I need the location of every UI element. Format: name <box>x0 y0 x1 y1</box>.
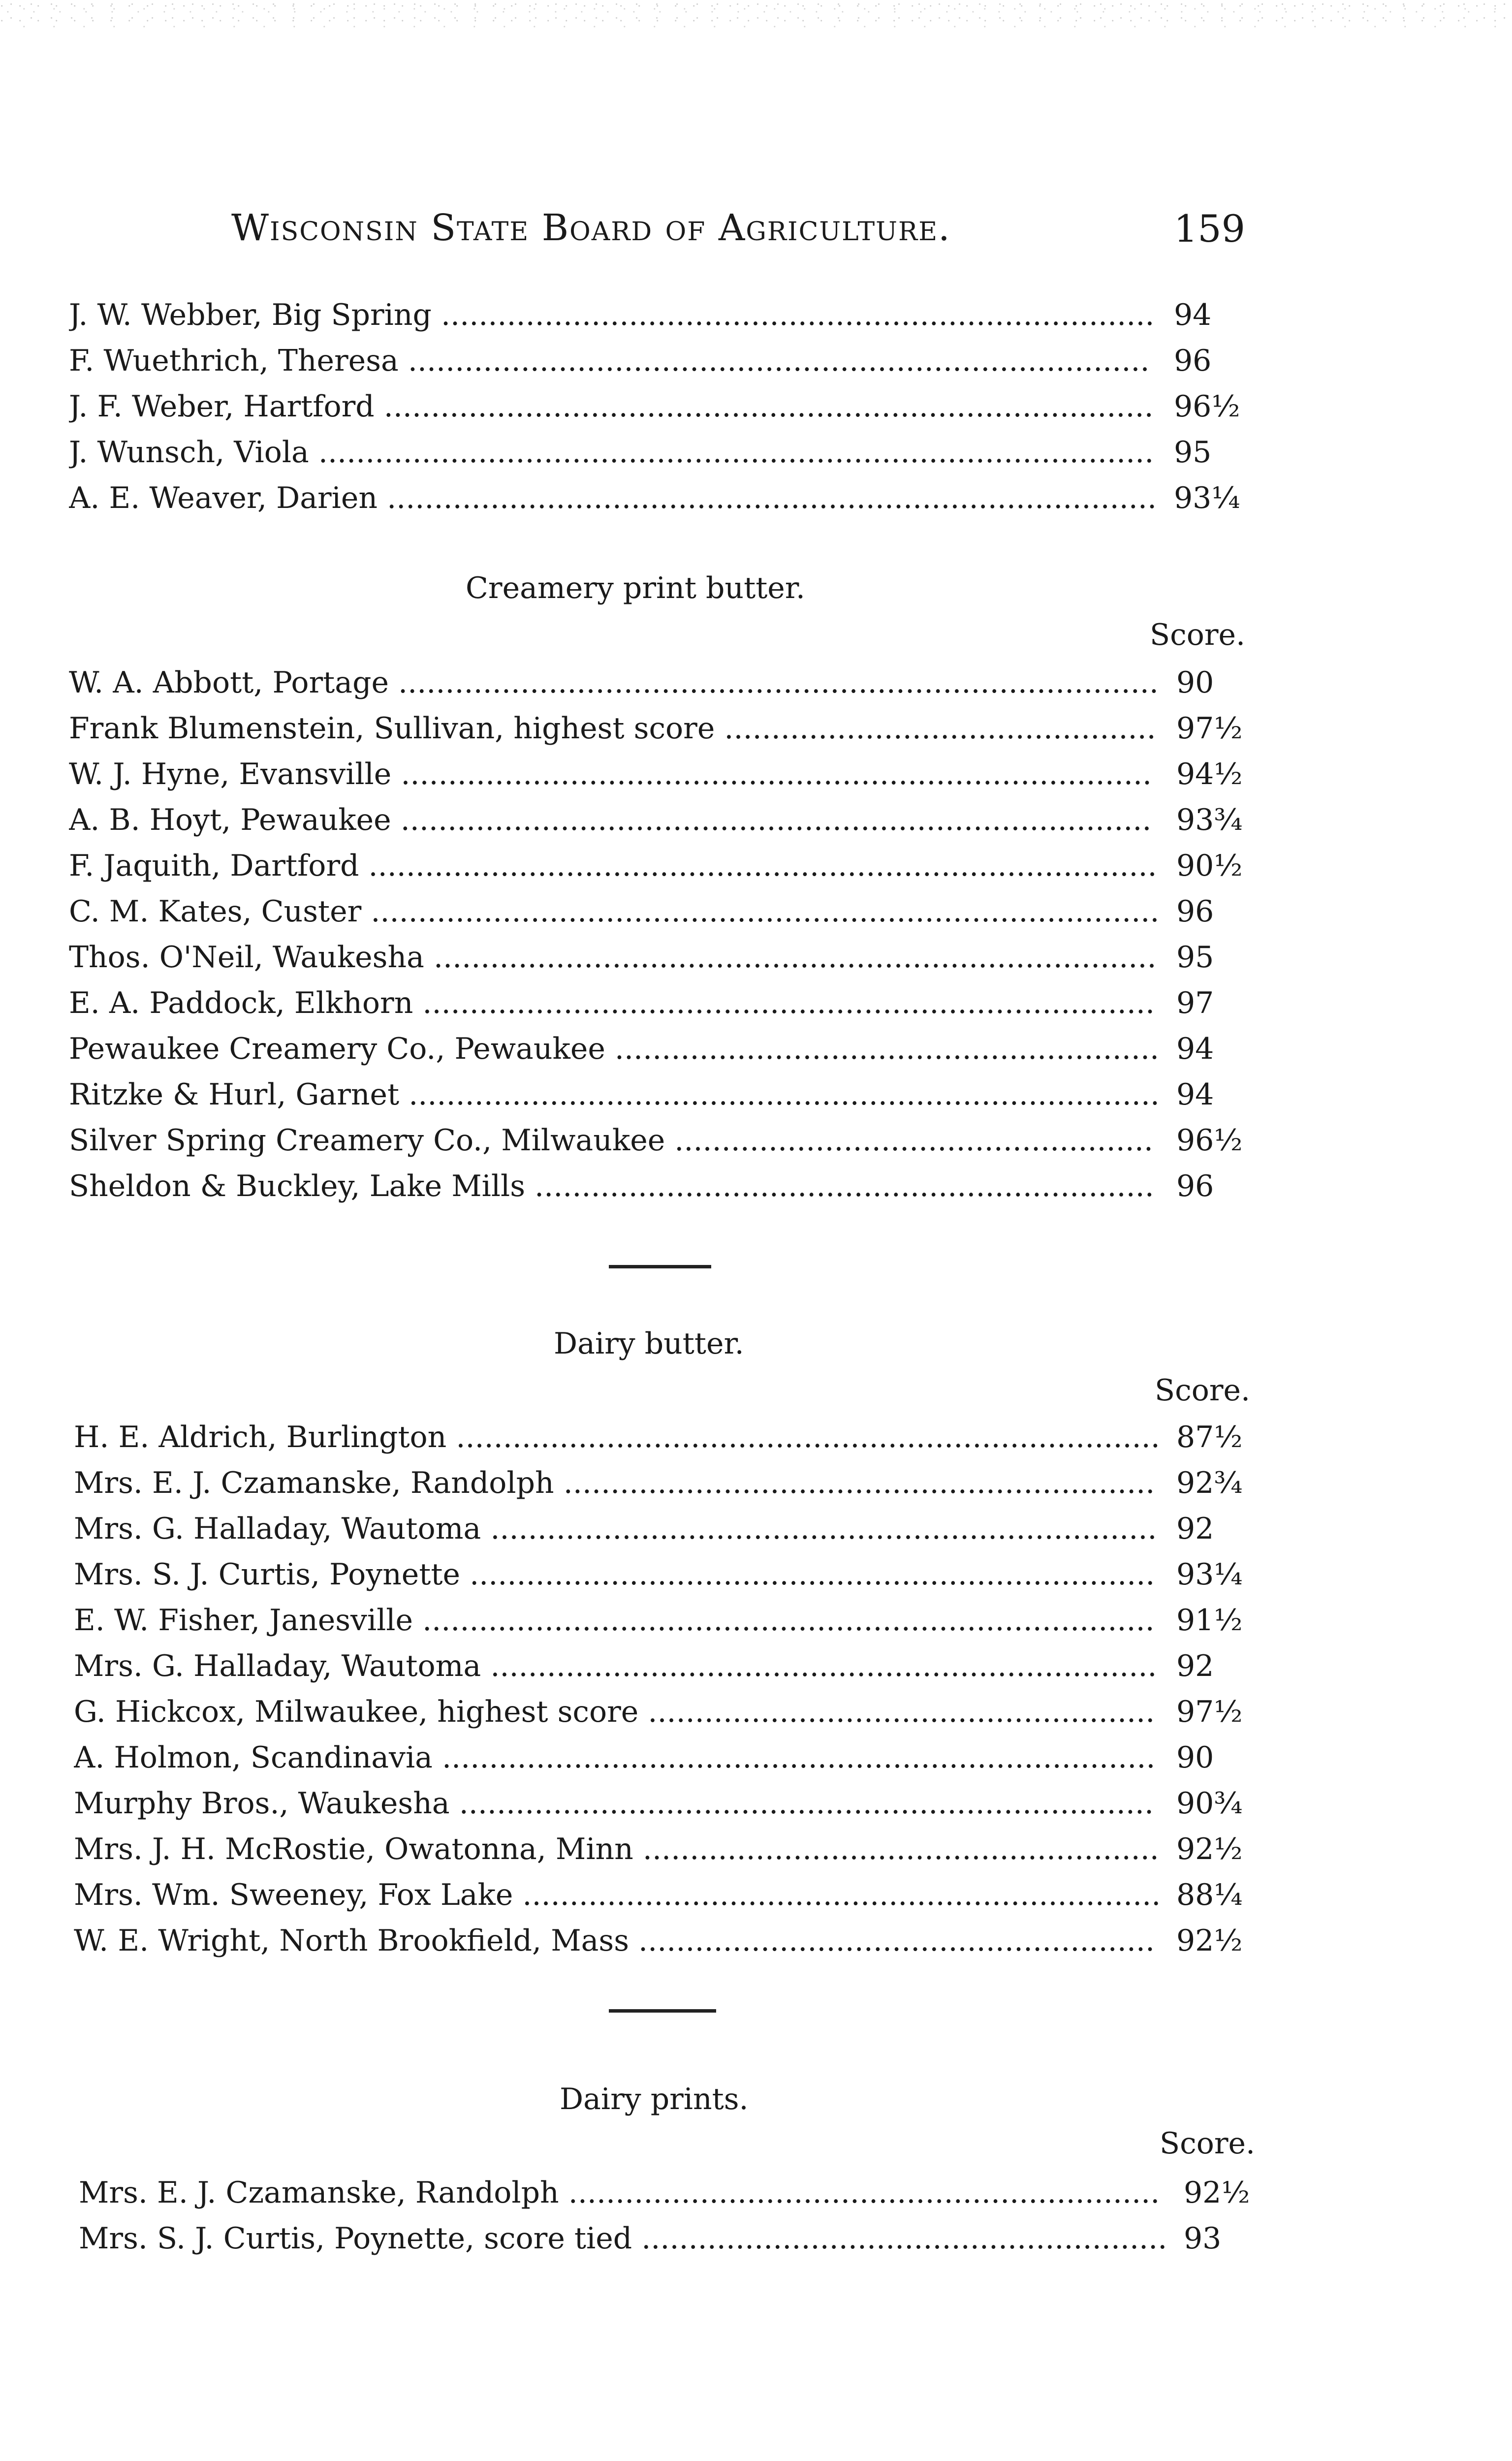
list-item <box>74 1415 1280 1459</box>
list-item <box>74 1644 1280 1688</box>
entry-name: J. Wunsch, Viola ......................................................................................... <box>69 435 1154 470</box>
entry-score: 92½ <box>1176 1832 1243 1866</box>
entry-score: 96 <box>1174 344 1212 378</box>
entry-name: E. W. Fisher, Janesville .............................................................................. <box>74 1603 1155 1638</box>
list-item <box>74 1781 1280 1826</box>
entry-name: Silver Spring Creamery Co., Milwaukee ................................................... <box>69 1123 1153 1158</box>
entry-name: G. Hickcox, Milwaukee, highest score ...................................................... <box>74 1695 1155 1729</box>
entry-name: Mrs. J. H. McRostie, Owatonna, Minn ....................................................... <box>74 1832 1159 1866</box>
page-number: 159 <box>1173 207 1245 251</box>
entry-name: Mrs. E. J. Czamanske, Randolph ............................................................... <box>74 1466 1155 1500</box>
section-divider <box>609 1265 711 1268</box>
score-column-header: Score. <box>1160 2126 1256 2161</box>
entry-score: 96½ <box>1176 1123 1243 1158</box>
entry-score: 94½ <box>1176 757 1243 791</box>
section-title-creamery-print-butter: Creamery print butter. <box>466 571 805 605</box>
list-item <box>74 1598 1280 1642</box>
list-item <box>69 293 1265 337</box>
entry-name: A. E. Weaver, Darien .................................................................................. <box>69 481 1157 515</box>
list-item <box>69 1027 1270 1071</box>
entry-score: 97½ <box>1176 711 1243 746</box>
list-item <box>69 476 1265 520</box>
entry-score: 94 <box>1176 1077 1214 1112</box>
list-item <box>69 752 1270 796</box>
list-item <box>69 706 1270 751</box>
list-item <box>69 1073 1270 1117</box>
entry-name: W. J. Hyne, Evansville ................................................................................ <box>69 757 1152 791</box>
entry-name: Mrs. E. J. Czamanske, Randolph ............................................................... <box>79 2176 1160 2210</box>
list-item <box>69 339 1265 383</box>
entry-name: Murphy Bros., Waukesha .......................................................................... <box>74 1786 1154 1821</box>
list-item <box>79 2171 1280 2215</box>
list-item <box>69 981 1270 1025</box>
entry-score: 90¾ <box>1176 1786 1243 1821</box>
list-item <box>69 889 1270 934</box>
list-item <box>74 1552 1280 1597</box>
entry-name: F. Wuethrich, Theresa ............................................................................... <box>69 344 1150 378</box>
list-item <box>74 1461 1280 1505</box>
entry-score: 88¼ <box>1176 1878 1243 1912</box>
entry-name: Mrs. G. Halladay, Wautoma ....................................................................... <box>74 1649 1157 1683</box>
entry-name: Pewaukee Creamery Co., Pewaukee .......................................................... <box>69 1032 1160 1066</box>
entry-name: Sheldon & Buckley, Lake Mills .................................................................. <box>69 1169 1154 1203</box>
entry-name: C. M. Kates, Custer .................................................................................... <box>69 894 1160 929</box>
entry-name: J. F. Weber, Hartford .................................................................................. <box>69 389 1154 424</box>
header-title: Wisconsin State Board of Agriculture. <box>231 207 951 249</box>
entry-score: 95 <box>1176 940 1214 975</box>
entry-score: 95 <box>1174 435 1212 470</box>
running-header <box>231 207 1245 261</box>
entry-name: Ritzke & Hurl, Garnet ................................................................................ <box>69 1077 1160 1112</box>
entry-name: A. B. Hoyt, Pewaukee ................................................................................ <box>69 803 1152 837</box>
entry-name: W. A. Abbott, Portage ................................................................................. <box>69 665 1159 700</box>
section-divider <box>609 2009 716 2013</box>
entry-name: F. Jaquith, Dartford .................................................................................... <box>69 849 1157 883</box>
entry-score: 90 <box>1176 1740 1214 1775</box>
list-item <box>69 844 1270 888</box>
list-item <box>74 1919 1280 1963</box>
entry-score: 97 <box>1176 986 1214 1020</box>
entry-score: 90½ <box>1176 849 1243 883</box>
entry-score: 96 <box>1176 894 1214 929</box>
entry-score: 93¼ <box>1174 481 1240 515</box>
entry-score: 93 <box>1184 2221 1222 2256</box>
entry-score: 92 <box>1176 1512 1214 1546</box>
list-item <box>74 1735 1280 1780</box>
entry-name: Thos. O'Neil, Waukesha ............................................................................. <box>69 940 1157 975</box>
entry-name: Mrs. G. Halladay, Wautoma ....................................................................... <box>74 1512 1157 1546</box>
entry-name: W. E. Wright, North Brookfield, Mass ....................................................... <box>74 1924 1155 1958</box>
score-column-header: Score. <box>1150 618 1246 652</box>
entry-name: Mrs. S. J. Curtis, Poynette ......................................................................... <box>74 1557 1155 1592</box>
entry-score: 87½ <box>1176 1420 1243 1454</box>
list-item <box>69 661 1270 705</box>
entry-score: 93¾ <box>1176 803 1243 837</box>
list-item <box>69 1118 1270 1163</box>
list-item <box>69 935 1270 979</box>
entry-score: 92½ <box>1184 2176 1250 2210</box>
list-item <box>69 1164 1270 1208</box>
list-item <box>69 430 1265 474</box>
entry-name: E. A. Paddock, Elkhorn .............................................................................. <box>69 986 1155 1020</box>
list-item <box>69 384 1265 429</box>
entry-score: 92½ <box>1176 1924 1243 1958</box>
section-title-dairy-butter: Dairy butter. <box>554 1326 744 1361</box>
entry-score: 92¾ <box>1176 1466 1243 1500</box>
entry-score: 91½ <box>1176 1603 1243 1638</box>
entry-score: 92 <box>1176 1649 1214 1683</box>
score-column-header: Score. <box>1155 1373 1251 1408</box>
page-edge-speckle <box>0 0 1512 30</box>
entry-score: 96 <box>1176 1169 1214 1203</box>
entry-name: Mrs. S. J. Curtis, Poynette, score tied ........................................................ <box>79 2221 1167 2256</box>
list-item <box>74 1507 1280 1551</box>
entry-score: 96½ <box>1174 389 1240 424</box>
entry-score: 94 <box>1176 1032 1214 1066</box>
entry-name: J. W. Webber, Big Spring ............................................................................ <box>69 298 1155 332</box>
entry-score: 93¼ <box>1176 1557 1243 1592</box>
section-title-dairy-prints: Dairy prints. <box>560 2082 749 2116</box>
entry-score: 97½ <box>1176 1695 1243 1729</box>
entry-name: Frank Blumenstein, Sullivan, highest score .............................................. <box>69 711 1156 746</box>
list-item <box>69 798 1270 842</box>
list-item <box>74 1873 1280 1917</box>
entry-name: A. Holmon, Scandinavia ............................................................................ <box>74 1740 1156 1775</box>
entry-name: Mrs. Wm. Sweeney, Fox Lake .................................................................... <box>74 1878 1161 1912</box>
list-item <box>74 1827 1280 1871</box>
list-item <box>79 2216 1280 2261</box>
list-item <box>74 1690 1280 1734</box>
entry-score: 94 <box>1174 298 1212 332</box>
entry-name: H. E. Aldrich, Burlington ........................................................................... <box>74 1420 1160 1454</box>
entry-score: 90 <box>1176 665 1214 700</box>
